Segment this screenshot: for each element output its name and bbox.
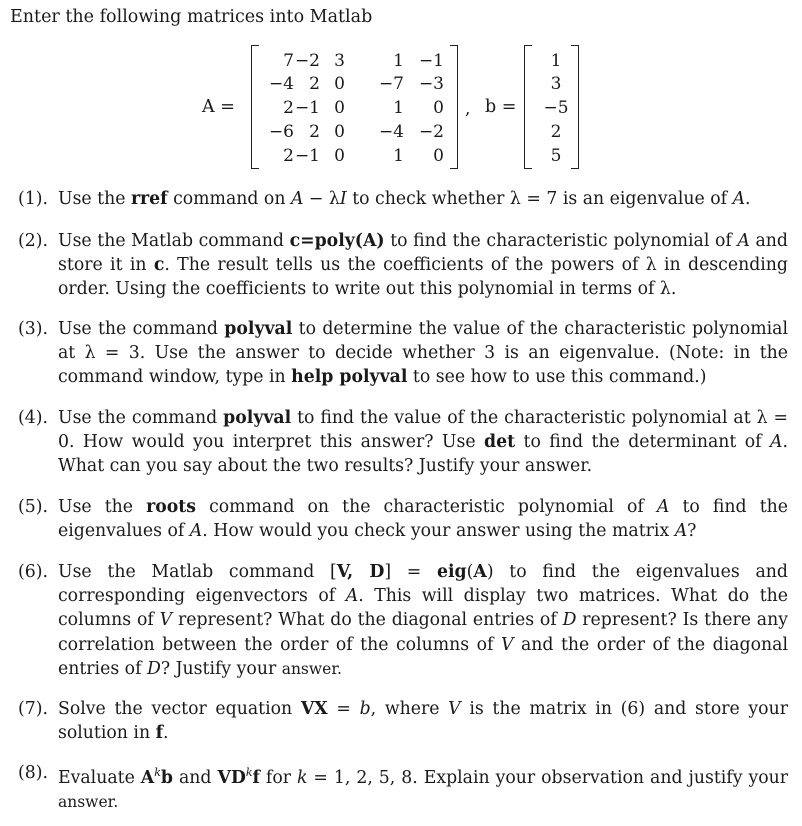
question-text-run: Use the Matlab command	[58, 231, 290, 251]
question-text-run: .	[163, 723, 169, 744]
matrix-b-entry: 2	[550, 122, 562, 142]
matrix-a-entry: 1	[393, 51, 404, 71]
matrix-a-entry: 2	[309, 122, 320, 142]
question-text-run: A	[674, 521, 688, 542]
question-text-run: . How would you check your answer using the matrix	[202, 521, 675, 542]
matrix-a-entry: 0	[433, 98, 444, 118]
question-text-run: A	[656, 497, 670, 517]
question-text-run: represent? Is there any correlation between the order of the columns of	[58, 610, 788, 655]
intro-text: Enter the following matrices into Matlab	[10, 7, 373, 27]
matrix-a-entry: −3	[418, 74, 444, 94]
question-text-run: and the order of the diagonal entries of	[58, 634, 788, 679]
question-text-run: VX	[300, 699, 328, 719]
question-text-run: k	[245, 766, 253, 779]
question-text	[58, 229, 788, 302]
matrix-a-entry: 0	[433, 146, 444, 166]
question-text	[58, 560, 788, 681]
question-text-run: ?	[687, 521, 697, 542]
question-text-run: ) to find the eigenvalues and corresponding eigenvectors of	[58, 562, 788, 607]
question-text	[58, 406, 788, 479]
matrix-a-entry: 0	[334, 74, 345, 94]
question-text-run: V	[159, 610, 173, 631]
question-text-run: c=poly(A)	[289, 231, 385, 251]
question-text-run: A	[737, 231, 750, 251]
question-text-run: = 1, 2, 5, 8. Explain your observation and justify your	[307, 767, 788, 788]
question-text-run: D	[146, 658, 161, 679]
question-text-run: Use the command	[58, 408, 224, 428]
question-text-run: V	[500, 634, 514, 655]
matrix-b-entry: 5	[550, 146, 562, 166]
question-text-run: det	[484, 432, 516, 453]
question-text-run: and store it in	[58, 231, 788, 276]
matrix-a-entry: 0	[334, 122, 345, 142]
question-item	[18, 697, 788, 745]
question-text-run: c	[153, 255, 165, 276]
question-text-run: to find the eigenvalues of	[58, 497, 788, 542]
question-text-run: Use the	[58, 497, 147, 517]
question-number: (6).	[18, 562, 48, 582]
question-text-run: Use the Matlab command [	[58, 562, 337, 582]
question-text-run: to find the determinant of	[515, 432, 771, 453]
question-text-run: for	[259, 767, 297, 788]
question-text	[58, 761, 788, 814]
question-text-run: .	[745, 189, 751, 209]
question-text-run: to find the value of the characteristic polynomial at λ = 0. How would you interpret this answer? Use	[58, 408, 788, 453]
question-text-run: eig	[437, 562, 467, 582]
matrix-a-entry: 0	[334, 98, 345, 118]
matrix-a-entry: −2	[418, 122, 444, 142]
question-number: (1).	[18, 189, 48, 209]
matrix-b-label: b =	[485, 97, 517, 117]
question-text	[58, 317, 788, 390]
question-text-run: roots	[146, 497, 196, 517]
matrix-a-entry: −2	[294, 51, 320, 71]
question-text-run: Solve the vector equation	[58, 699, 301, 719]
question-text-run: . What can you say about the two results? Justify your answer.	[58, 432, 788, 477]
question-number: (5).	[18, 497, 48, 517]
question-text-run: A	[290, 189, 304, 209]
question-text-run: b	[359, 699, 371, 719]
question-text-run: D	[562, 610, 577, 631]
matrix-a-entry: −6	[268, 122, 294, 142]
question-text-run: A	[770, 432, 783, 453]
question-text	[58, 697, 788, 745]
question-text-run: A	[473, 562, 487, 582]
question-text-run: f	[155, 723, 164, 744]
question-text-run: A	[189, 521, 203, 542]
question-text-run: b	[160, 767, 173, 788]
matrix-a-entry: 0	[334, 146, 345, 166]
question-text-run: polyval	[224, 319, 293, 339]
question-text-run: ] =	[384, 562, 437, 582]
question-number: (3).	[18, 319, 48, 339]
matrix-a-entry: 3	[334, 51, 345, 71]
matrix-a-entry: −1	[294, 146, 320, 166]
question-text-run: rref	[130, 189, 168, 209]
question-text-run: . The result tells us the coefficients of the powers of λ in descending order. Using the coefficients to write out this polynomial in terms of λ.	[58, 255, 788, 300]
question-text-run: A	[140, 767, 155, 788]
matrix-a-label: A =	[202, 97, 235, 117]
question-text-run: k	[296, 767, 308, 788]
matrix-a-entry: −4	[378, 122, 404, 142]
question-text-run: I	[339, 189, 347, 209]
matrix-b-left-bracket	[524, 45, 532, 169]
question-text-run: f	[252, 767, 260, 788]
matrix-a-entry: 1	[393, 146, 404, 166]
question-text	[58, 495, 788, 543]
question-number: (4).	[18, 408, 48, 428]
question-text-run: =	[327, 699, 360, 719]
question-item	[18, 229, 788, 302]
question-number: (2).	[18, 231, 48, 251]
matrix-a-entry: −4	[268, 74, 294, 94]
question-text-run: answer.	[58, 792, 119, 811]
question-text-run: to see how to use this command.)	[407, 367, 707, 388]
question-text-run: V, D	[336, 562, 385, 582]
question-text-run: and	[172, 767, 218, 788]
question-item	[18, 187, 788, 211]
matrix-a-entry: 1	[393, 98, 404, 118]
matrix-a-entry: 2	[283, 98, 294, 118]
question-text-run: VD	[217, 767, 246, 788]
question-text	[58, 187, 788, 211]
question-text-run: (	[466, 562, 474, 582]
question-text-run: A	[732, 189, 746, 209]
question-text-run: Use the command	[58, 319, 225, 339]
question-text-run: Evaluate	[58, 767, 141, 788]
matrix-a-entry: 2	[309, 74, 320, 94]
question-text-run: to check whether λ = 7 is an eigenvalue of	[346, 189, 733, 209]
matrix-a-entry: −1	[418, 51, 444, 71]
question-text-run: . This will display two matrices. What do the columns of	[58, 586, 788, 631]
question-number: (8).	[18, 763, 48, 783]
question-text-run: answer.	[281, 659, 342, 678]
question-text-run: command on the characteristic polynomial of	[196, 497, 657, 517]
question-number: (7).	[18, 699, 48, 719]
matrix-a-entry: 7	[283, 51, 294, 71]
question-text-run: command on	[167, 189, 291, 209]
question-text-run: Use the	[58, 189, 131, 209]
question-text-run: − λ	[303, 189, 340, 209]
matrix-b-entry: 3	[550, 74, 562, 94]
matrix-a-entry: −7	[378, 74, 404, 94]
question-text-run: A	[345, 586, 359, 607]
question-text-run: V	[448, 699, 461, 719]
question-item	[18, 495, 788, 543]
matrix-a-right-bracket	[450, 45, 458, 169]
question-text-run: represent? What do the diagonal entries of	[172, 610, 563, 631]
question-item	[18, 560, 788, 681]
question-text-run: is the matrix in (6) and store your solution in	[58, 699, 788, 744]
matrix-a-entry: −1	[294, 98, 320, 118]
question-item	[18, 761, 788, 814]
matrix-separator-comma: ,	[465, 99, 471, 119]
question-item	[18, 406, 788, 479]
matrix-b-entry: 1	[550, 51, 562, 71]
question-text-run: help polyval	[291, 367, 408, 388]
question-text-run: polyval	[223, 408, 292, 428]
question-text-run: , where	[370, 699, 449, 719]
question-text-run: to determine the value of the characteristic polynomial at λ = 3. Use the answer to decide whether 3 is an eigenvalue. (Note: in the command window, type in	[58, 319, 788, 388]
question-text-run: ? Justify your	[160, 658, 282, 679]
matrix-a-entry: 2	[283, 146, 294, 166]
question-text-run: k	[154, 766, 161, 779]
matrix-b-entry: −5	[543, 98, 569, 118]
question-item	[18, 317, 788, 390]
question-text-run: to find the characteristic polynomial of	[384, 231, 738, 251]
